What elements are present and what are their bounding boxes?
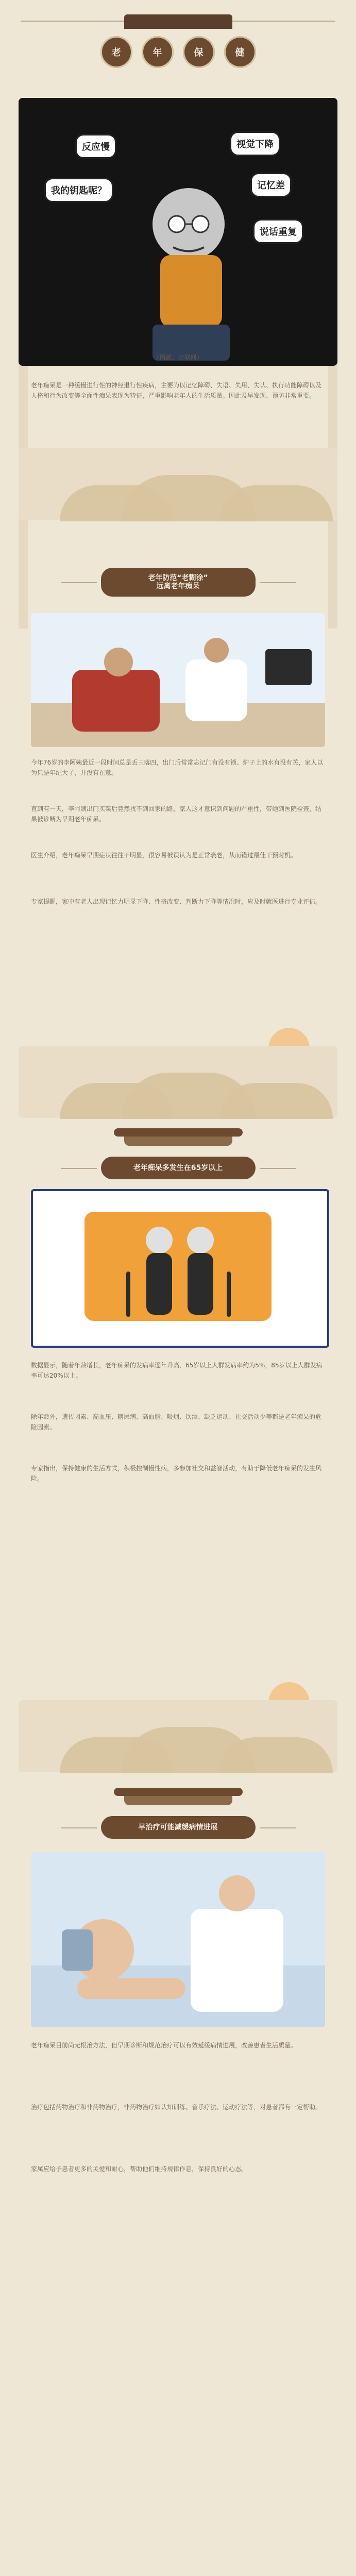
section1-photo [31,613,325,747]
section2-paragraph: 数据显示，随着年龄增长，老年痴呆的发病率逐年升高，65岁以上人群发病率约为5%，85岁以上人群发病率可达20%以上。 [31,1362,323,1379]
header-badges [100,36,256,68]
section1-paragraph: 专家提醒，家中有老人出现记忆力明显下降、性格改变、判断力下降等情况时，应及时就医进行专业评估。 [31,898,322,905]
hero-image-card [19,98,337,366]
speech-bubble: 说话重复 [253,219,303,244]
medicine-photo-illustration [31,1852,325,2027]
section2-illustration [31,1189,329,1348]
hill-shape [219,1083,333,1119]
speech-bubble: 我的钥匙呢？ [44,178,113,202]
hill-shape [219,485,333,521]
section2-title [101,1157,256,1179]
section-roof-divider [114,1128,243,1149]
hero-caption: （图源：互联网） [153,354,203,361]
elder-shirt [160,255,222,327]
section1-title-text [148,574,208,590]
section3-photo [31,1852,325,2027]
section1-paragraph: 医生介绍，老年痴呆早期症状往往不明显，很容易被误认为是正常衰老，从而错过最佳干预时机。 [31,852,297,859]
header-badge: 年 [142,36,174,68]
title-wing-right [260,582,296,583]
title-wing-left [61,1168,97,1169]
speech-bubble: 记忆差 [250,173,292,197]
elder-glasses-right [192,216,209,232]
section1-title [101,568,256,597]
speech-bubble: 反应慢 [75,134,116,159]
top-ornament [21,14,335,28]
section-roof-divider [114,1788,243,1808]
section1-photo-illustration [31,613,325,747]
divider-hills [19,1046,337,1118]
divider-hills [19,448,337,520]
patient-shape [72,670,160,732]
section1-title-line2: 远离老年痴呆 [156,582,200,590]
title-wing-right [260,1827,296,1828]
doctor-coat [185,659,247,721]
roof-bottom [124,1796,232,1805]
section2-paragraph: 专家指出，保持健康的生活方式，积极控制慢性病，多参加社交和益智活动，有助于降低老年痴呆的发生风险。 [31,1465,322,1482]
elder-glasses-left [168,216,185,232]
speech-bubble: 视觉下降 [230,131,280,156]
roof-top [114,1788,243,1796]
header-badge: 老 [100,36,132,68]
section1-title-line1: 老年防范“老糊涂” [148,574,208,582]
header-badge: 健 [224,36,256,68]
hero-illustration [19,98,337,366]
title-wing-right [260,1168,296,1169]
title-wing-left [61,1827,97,1828]
intro-text: 老年痴呆是一种缓慢进行性的神经退行性疾病，主要为以记忆障碍、失语、失用、失认、执行功能障碍以及人格和行为改变等全面性痴呆表现为特征，严重影响老年人的生活质量。因此及早发现、预防非常重要。 [31,382,322,399]
elder-couple-illustration [33,1191,323,1342]
hill-shape [219,1737,333,1773]
top-roof-icon [124,14,232,29]
monitor-shape [265,649,312,685]
section3-paragraph: 家属应给予患者更多的关爱和耐心，帮助他们维持规律作息，保持良好的心态。 [31,2165,248,2173]
section3-title [101,1816,256,1839]
divider-hills [19,1700,337,1772]
section3-title-text: 早治疗可能减缓病情进展 [138,1823,218,1832]
section1-paragraph: 今年76岁的李阿姨最近一段时间总是丢三落四，出门后常常忘记门有没有锁、炉子上的水有没有关，家人以为只是年纪大了，并没有在意。 [31,759,324,776]
section1-paragraph: 直到有一天，李阿姨出门买菜后竟然找不到回家的路，家人这才意识到问题的严重性，带她到医院检查，结果被诊断为早期老年痴呆。 [31,805,322,823]
section3-paragraph: 治疗包括药物治疗和非药物治疗，非药物治疗如认知训练、音乐疗法、运动疗法等，对患者都有一定帮助。 [31,2104,322,2111]
title-wing-left [61,582,97,583]
header-badge: 保 [183,36,215,68]
roof-top [114,1128,243,1137]
patient-head [104,648,133,676]
section2-title-text: 老年痴呆多发生在65岁以上 [133,1164,223,1172]
doctor-head [204,638,229,663]
section3-paragraph: 老年痴呆目前尚无根治方法，但早期诊断和规范治疗可以有效延缓病情进展，改善患者生活质量。 [31,2042,297,2049]
roof-bottom [124,1137,232,1146]
section2-paragraph: 除年龄外，遗传因素、高血压、糖尿病、高血脂、吸烟、饮酒、缺乏运动、社交活动少等都是老年痴呆的危险因素。 [31,1413,322,1431]
